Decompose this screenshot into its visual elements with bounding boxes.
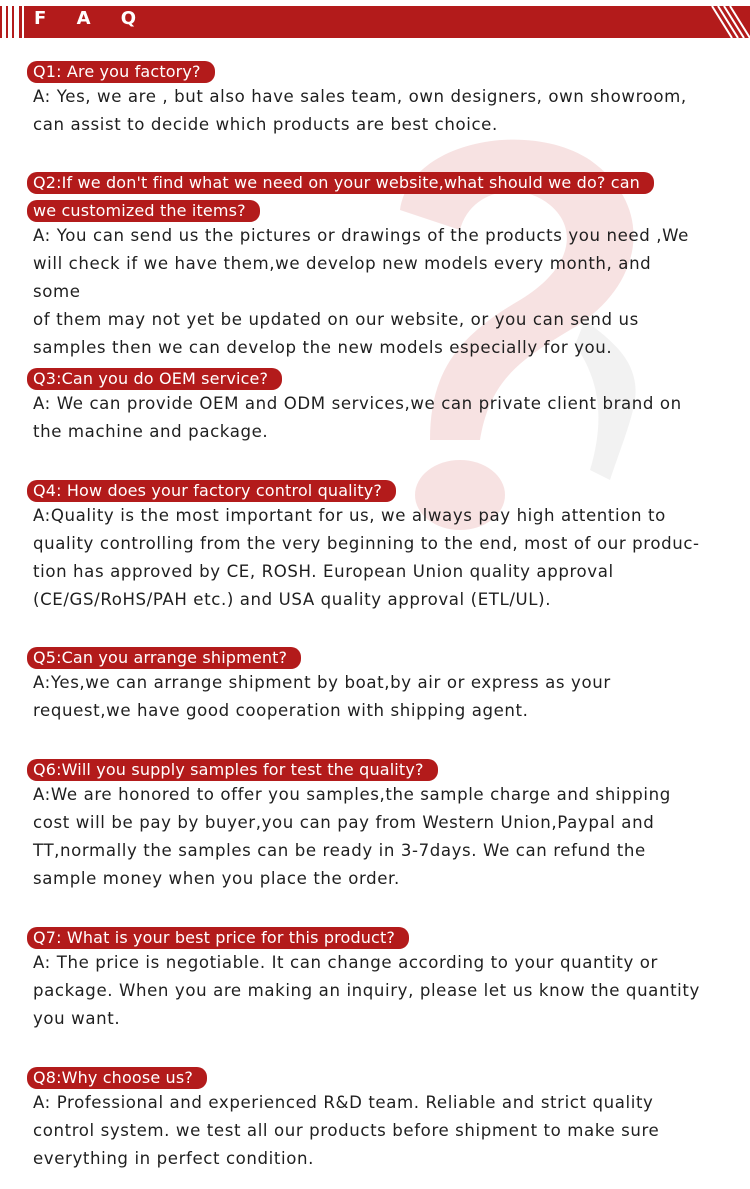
- faq-answer: A:Yes,we can arrange shipment by boat,by air or express as your request,we have good cooperation with shipping agent.: [33, 673, 611, 720]
- faq-item: [0, 480, 750, 614]
- faq-question: [0, 927, 750, 949]
- faq-question: [0, 172, 750, 222]
- faq-item: [0, 61, 750, 139]
- faq-question: [0, 480, 750, 502]
- question-label: Q1: Are you factory?: [27, 61, 215, 83]
- faq-question: [0, 647, 750, 669]
- faq-item: [0, 759, 750, 893]
- faq-question: [0, 1067, 750, 1089]
- faq-answer: A: You can send us the pictures or drawings of the products you need ,We will check if we have them,we develop new models every month, and some of them may not yet be updated on our website, or you can send us samples then we can develop the new models especially for you.: [33, 226, 689, 357]
- faq-answer: A:Quality is the most important for us, we always pay high attention to quality controlling from the very beginning to the end, most of our produc- tion has approved by CE, ROSH. European Union quality approval (CE/GS/RoHS/PAH etc.) and USA quality approval (ETL/UL).: [33, 506, 700, 609]
- question-label: Q4: How does your factory control quality?: [27, 480, 396, 502]
- faq-item: [0, 647, 750, 725]
- question-label: Q3:Can you do OEM service?: [27, 368, 282, 390]
- question-label: we customized the items?: [27, 200, 260, 222]
- question-label: Q2:If we don't find what we need on your website,what should we do? can: [27, 172, 654, 194]
- faq-item: [0, 368, 750, 446]
- question-label: Q5:Can you arrange shipment?: [27, 647, 301, 669]
- question-label: Q6:Will you supply samples for test the quality?: [27, 759, 438, 781]
- question-label: Q7: What is your best price for this product?: [27, 927, 409, 949]
- question-label: Q8:Why choose us?: [27, 1067, 207, 1089]
- faq-answer: A:We are honored to offer you samples,the sample charge and shipping cost will be pay by buyer,you can pay from Western Union,Paypal and TT,normally the samples can be ready in 3-7days. We can refund the sample money when you place the order.: [33, 785, 671, 888]
- faq-answer: A: We can provide OEM and ODM services,we can private client brand on the machine and package.: [33, 394, 682, 441]
- faq-answer: A: Yes, we are , but also have sales team, own designers, own showroom, can assist to decide which products are best choice.: [33, 87, 687, 134]
- faq-answer: A: Professional and experienced R&D team. Reliable and strict quality control system. we test all our products before shipment to make sure everything in perfect condition.: [33, 1093, 660, 1168]
- faq-item: [0, 1067, 750, 1173]
- faq-question: [0, 368, 750, 390]
- faq-item: [0, 927, 750, 1033]
- faq-header: [0, 0, 750, 38]
- faq-question: [0, 759, 750, 781]
- faq-answer: A: The price is negotiable. It can change according to your quantity or package. When you are making an inquiry, please let us know the quantity you want.: [33, 953, 700, 1028]
- faq-question: [0, 61, 750, 83]
- faq-item: [0, 172, 750, 362]
- page-title: F A Q: [34, 8, 149, 29]
